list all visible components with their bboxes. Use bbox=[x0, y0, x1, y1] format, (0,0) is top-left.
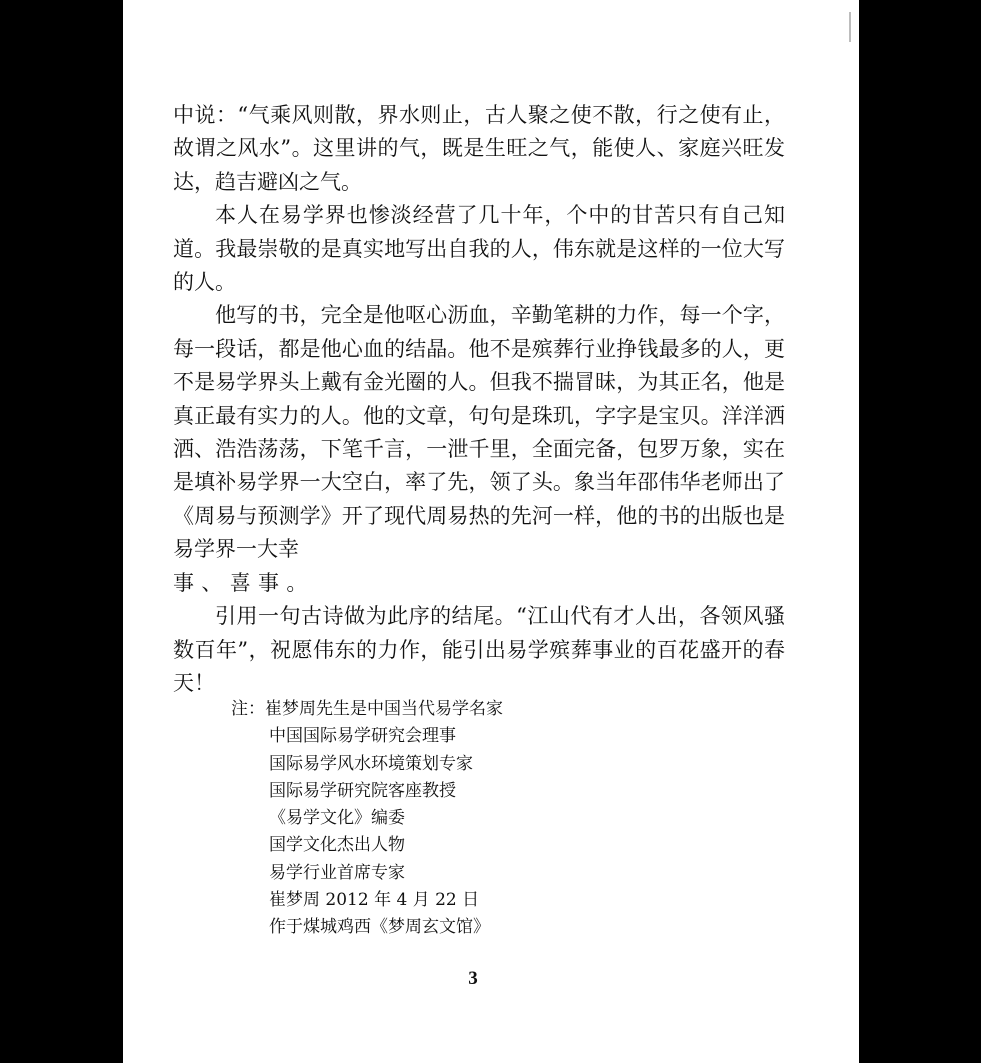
note-date: 崔梦周 2012 年 4 月 22 日 bbox=[269, 890, 480, 911]
note-line: 《易学文化》编委 bbox=[269, 808, 405, 829]
note-line: 中国国际易学研究会理事 bbox=[269, 726, 456, 747]
body-text bbox=[173, 99, 785, 700]
paragraph-4: 引用一句古诗做为此序的结尾。“江山代有才人出，各领风骚数百年”，祝愿伟东的力作，能引出易学殡葬事业的百花盛开的春天！ bbox=[173, 604, 785, 695]
page-number: 3 bbox=[468, 968, 478, 989]
paragraph-1: 中说：“气乘风则散，界水则止，古人聚之使不散，行之使有止，故谓之风水”。这里讲的气，既是生旺之气，能使人、家庭兴旺发达，趋吉避凶之气。 bbox=[173, 103, 785, 194]
note-line: 注：崔梦周先生是中国当代易学名家 bbox=[231, 699, 503, 719]
paragraph-2: 本人在易学界也惨淡经营了几十年，个中的甘苦只有自己知道。我最崇敬的是真实地写出自我的人，伟东就是这样的一位大写的人。 bbox=[173, 203, 785, 295]
note-location: 作于煤城鸡西《梦周玄文馆》 bbox=[269, 917, 490, 938]
note-line: 国学文化杰出人物 bbox=[269, 835, 405, 856]
paragraph-3: 他写的书，完全是他呕心沥血，辛勤笔耕的力作，每一个字，每一段话，都是他心血的结晶。他不是殡葬行业挣钱最多的人，更不是易学界头上戴有金光圈的人。但我不揣冒昧，为其正名，他是真正最有实力的人。他的文章，句句是珠玑，字字是宝贝。洋洋洒洒、浩浩荡荡，下笔千言，一泄千里，全面完备，包罗万象，实在是填补易学界一大空白，率了先，领了头。象当年邵伟华老师出了《周易与预测学》开了现代周易热的先河一样，他的书的出版也是易学界一大幸 bbox=[173, 303, 785, 562]
paragraph-3-end: 事、喜事。 bbox=[173, 570, 315, 595]
document-page bbox=[123, 0, 859, 1063]
note-line: 易学行业首席专家 bbox=[269, 862, 405, 883]
page-edge-mark bbox=[849, 12, 851, 42]
note-line: 国际易学风水环境策划专家 bbox=[269, 753, 473, 774]
author-notes bbox=[231, 696, 751, 942]
note-line: 国际易学研究院客座教授 bbox=[269, 780, 456, 801]
